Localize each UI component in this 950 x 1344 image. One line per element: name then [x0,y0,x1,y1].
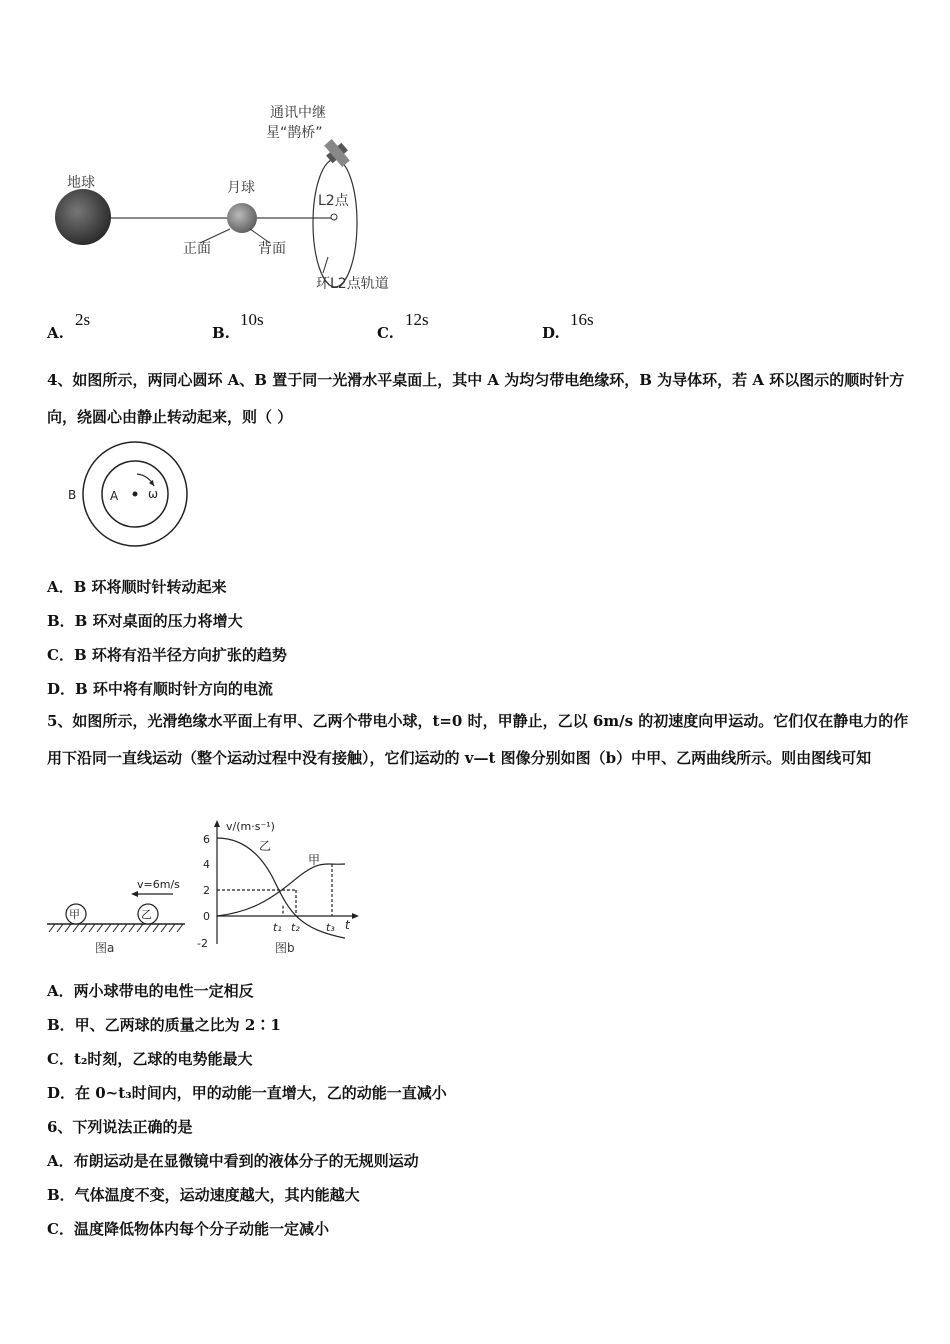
t1-label: t₁ [273,921,282,934]
earth-label: 地球 [67,175,95,191]
fig-b-vt-graph [195,812,365,957]
label-omega: ω [148,487,159,501]
front-label: 正面 [183,241,211,257]
ytick-neg2: -2 [197,937,208,950]
q4-option-c: C．B 环将有沿半径方向扩张的趋势 [47,646,287,664]
ytick-6: 6 [203,833,210,846]
earth-moon-l2-figure [45,95,415,295]
curve-yi-label: 乙 [259,839,272,853]
ytick-0: 0 [203,910,210,923]
q5-option-b: B．甲、乙两球的质量之比为 2∶1 [47,1016,281,1034]
t2-label: t₂ [291,921,300,934]
ring-center [133,492,138,497]
q5-stem: 5、如图所示，光滑绝缘水平面上有甲、乙两个带电小球，t=0 时，甲静止，乙以 6m/s 的初速度向甲运动。它们仅在静电力的作用下沿同一直线运动（整个运动过程中没有接触），它们运动的 v—t 图像分别如图（b）中甲、乙两曲线所示。则由图线可知 [47,712,909,767]
q3-option-c-value: 12s [405,310,429,329]
q3-options [47,310,747,342]
relay-label-2: 星“鹊桥” [266,125,323,141]
orbit-label: 环L2点轨道 [316,276,389,292]
back-label: 背面 [258,241,286,257]
q3-option-a-label: A. [47,324,64,342]
q4-stem: 4、如图所示，两同心圆环 A、B 置于同一光滑水平桌面上，其中 A 为均匀带电绝缘环，B 为导体环，若 A 环以图示的顺时针方向，绕圆心由静止转动起来，则（ ） [47,371,905,426]
x-axis-label: t [345,918,350,932]
earth-icon [55,189,111,245]
fig-a [45,870,190,955]
curve-jia [217,864,345,916]
q3-option-a-value: 2s [75,310,91,329]
q3-option-b-label: B. [212,324,230,342]
y-axis-label: v/(m·s⁻¹) [226,820,275,833]
fig-a-caption: 图a [95,941,115,955]
q4-option-b: B．B 环对桌面的压力将增大 [47,612,243,630]
concentric-rings-figure [62,440,202,552]
q3-option-b-value: 10s [240,310,264,329]
q6-option-a: A．布朗运动是在显微镜中看到的液体分子的无规则运动 [47,1152,419,1170]
l2-point [331,214,337,220]
moon-icon [227,203,257,233]
q3-option-c-label: C. [377,324,394,342]
q4-option-a: A．B 环将顺时针转动起来 [47,578,227,596]
q3-option-d-value: 16s [570,310,594,329]
relay-label-1: 通讯中继 [270,105,326,121]
q6-option-c: C．温度降低物体内每个分子动能一定减小 [47,1220,329,1238]
q5-option-d: D．在 0~t₃时间内，甲的动能一直增大，乙的动能一直减小 [47,1084,447,1102]
l2-label: L2点 [318,193,349,209]
q6-stem: 6、下列说法正确的是 [47,1118,193,1136]
t3-label: t₃ [326,921,335,934]
label-a: A [110,489,119,503]
q5-option-c: C．t₂时刻，乙球的电势能最大 [47,1050,253,1068]
velocity-label: v=6m/s [137,878,180,891]
ytick-2: 2 [203,884,210,897]
q6-option-b: B．气体温度不变，运动速度越大，其内能越大 [47,1186,360,1204]
ytick-4: 4 [203,858,210,871]
curve-jia-label: 甲 [308,853,321,867]
ball-yi-label: 乙 [141,908,152,921]
ball-jia-label: 甲 [69,908,80,921]
fig-b-caption: 图b [275,941,295,955]
q5-option-a: A．两小球带电的电性一定相反 [47,982,254,1000]
l2-orbit [313,159,357,287]
label-b: B [68,488,77,502]
moon-label: 月球 [227,180,255,196]
q4-option-d: D．B 环中将有顺时针方向的电流 [47,680,273,698]
q3-option-d-label: D. [542,324,560,342]
